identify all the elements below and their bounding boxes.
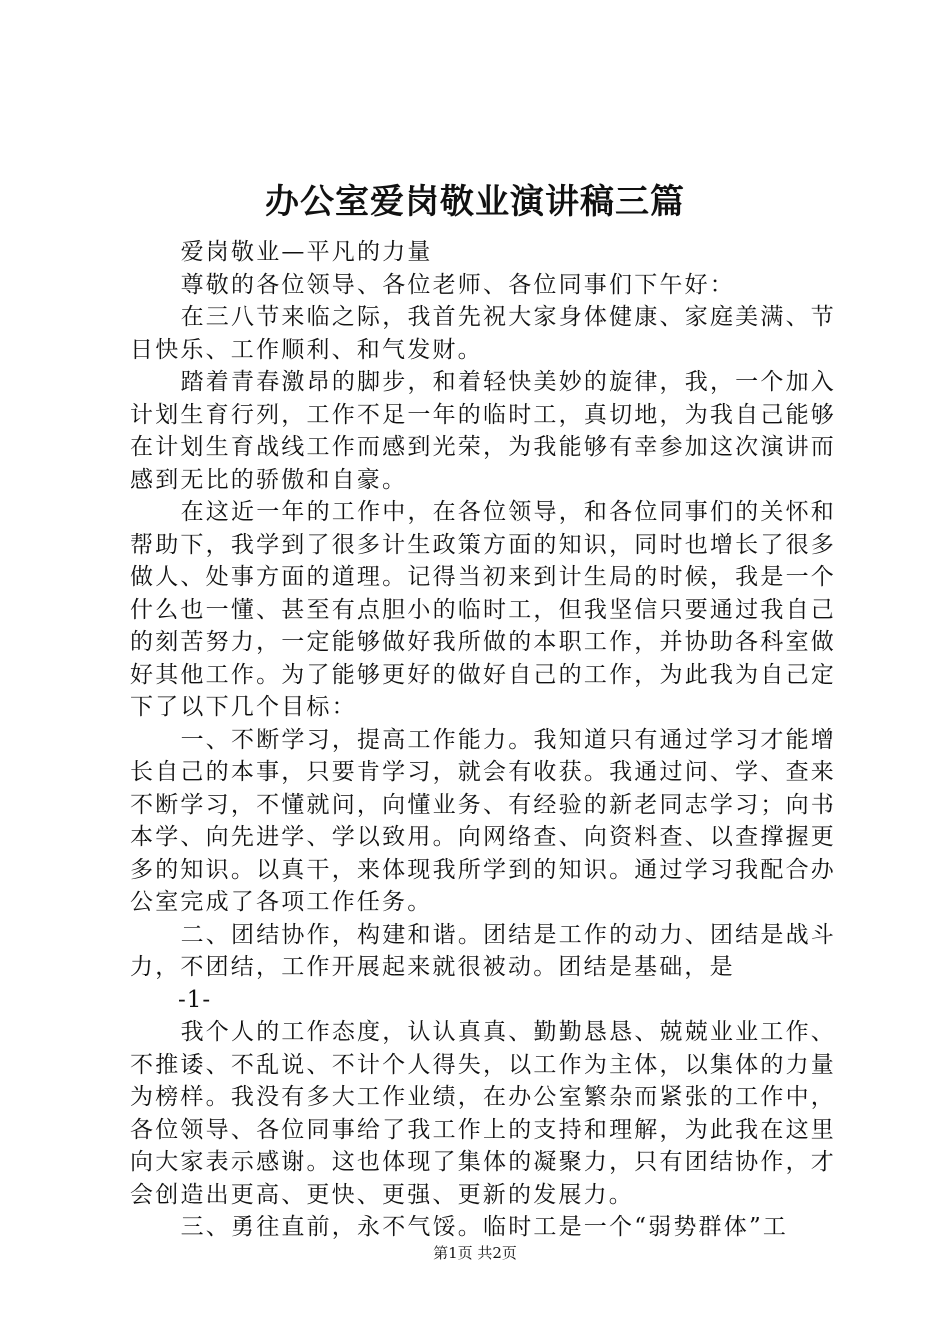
paragraph: 二、团结协作，构建和谐。团结是工作的动力、团结是战斗力，不团结，工作开展起来就很被动。团结是基础，是 (130, 921, 836, 980)
document-body (130, 236, 836, 1244)
paragraph: 我个人的工作态度，认认真真、勤勤恳恳、兢兢业业工作、不推诿、不乱说、不计个人得失，以工作为主体，以集体的力量为榜样。我没有多大工作业绩，在办公室繁杂而紧张的工作中，各位领导、各位同事给了我工作上的支持和理解，为此我在这里向大家表示感谢。这也体现了集体的凝聚力，只有团结协作，才会创造出更高、更快、更强、更新的发展力。 (130, 1019, 836, 1208)
paragraph: 在三八节来临之际，我首先祝大家身体健康、家庭美满、节日快乐、工作顺利、和气发财。 (130, 304, 836, 363)
paragraph: 一、不断学习，提高工作能力。我知道只有通过学习才能增长自己的本事，只要肯学习，就会有收获。我通过问、学、查来不断学习，不懂就问，向懂业务、有经验的新老同志学习；向书本学、向先进学、学以致用。向网络查、向资料查、以查撑握更多的知识。以真干，来体现我所学到的知识。通过学习我配合办公室完成了各项工作任务。 (130, 726, 836, 915)
document-title: 办公室爱岗敬业演讲稿三篇 (265, 182, 685, 222)
paragraph: 尊敬的各位领导、各位老师、各位同事们下午好： (180, 271, 735, 298)
page-number-marker: -1- (178, 986, 212, 1013)
paragraph: 踏着青春激昂的脚步，和着轻快美妙的旋律，我，一个加入计划生育行列，工作不足一年的临时工，真切地，为我自己能够在计划生育战线工作而感到光荣，为我能够有幸参加这次演讲而感到无比的骄傲和自豪。 (130, 369, 836, 493)
paragraph: 在这近一年的工作中，在各位领导，和各位同事们的关怀和帮助下，我学到了很多计生政策方面的知识，同时也增长了很多做人、处事方面的道理。记得当初来到计生局的时候，我是一个什么也一懂、甚至有点胆小的临时工，但我坚信只要通过我自己的刻苦努力，一定能够做好我所做的本职工作，并协助各科室做好其他工作。为了能够更好的做好自己的工作，为此我为自己定下了以下几个目标： (130, 499, 836, 720)
page-footer: 第1页 共2页 (433, 1244, 517, 1262)
paragraph: 爱岗敬业—平凡的力量 (180, 239, 433, 265)
paragraph: 三、勇往直前，永不气馁。临时工是一个“弱势群体”工 (180, 1214, 789, 1240)
